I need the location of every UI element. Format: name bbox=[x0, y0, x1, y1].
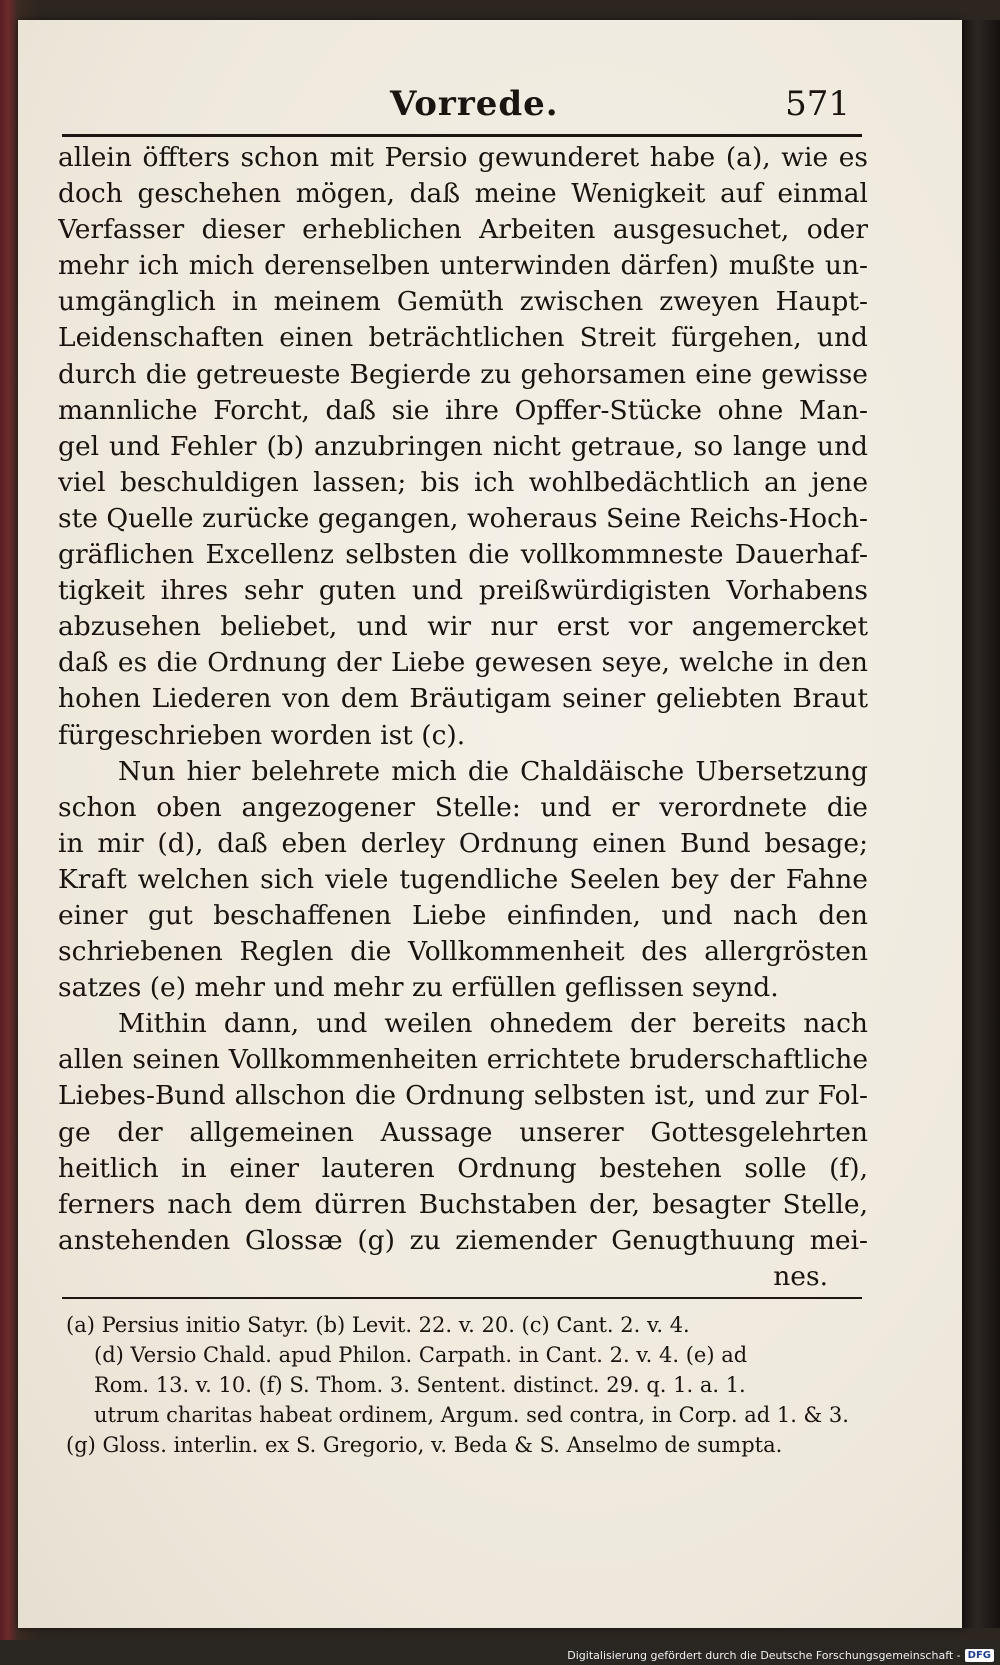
text-line: mehr ich mich derenselben unterwinden därfen) mußte un- bbox=[58, 250, 868, 282]
text-line: doch geschehen mögen, daß meine Wenigkeit auf einmal bbox=[58, 178, 868, 210]
running-title: Vorrede. bbox=[390, 84, 559, 124]
paragraph-first-line: Nun hier belehrete mich die Chaldäische Ubersetzung bbox=[118, 755, 868, 787]
header-rule bbox=[62, 134, 862, 137]
text-line: satzes (e) mehr und mehr zu erfüllen geflissen seynd. bbox=[58, 972, 779, 1004]
text-line: schon oben angezogener Stelle: und er verordnete die bbox=[58, 791, 868, 823]
text-line: ge der allgemeinen Aussage unserer Gottesgelehrten bbox=[58, 1116, 868, 1148]
text-line: einer gut beschaffenen Liebe einfinden, und nach den bbox=[58, 899, 868, 931]
paragraph-first-line: Mithin dann, und weilen ohnedem der bereits nach bbox=[118, 1008, 868, 1040]
footnote-rule bbox=[62, 1297, 862, 1299]
footnote-line: (a) Persius initio Satyr. (b) Levit. 22. v. 20. (c) Cant. 2. v. 4. bbox=[66, 1313, 690, 1337]
catchword: nes. bbox=[773, 1260, 828, 1292]
text-line: schriebenen Reglen die Vollkommenheit des allergrösten bbox=[58, 936, 868, 968]
footnote-line: (g) Gloss. interlin. ex S. Gregorio, v. Beda & S. Anselmo de sumpta. bbox=[66, 1433, 783, 1457]
text-line: allein öffters schon mit Persio gewunderet habe (a), wie es bbox=[58, 142, 868, 173]
credit-text: Digitalisierung gefördert durch die Deutsche Forschungsgemeinschaft - bbox=[567, 1648, 961, 1662]
text-line: allen seinen Vollkommenheiten errichtete bruderschaftliche bbox=[58, 1044, 868, 1076]
text-line: gel und Fehler (b) anzubringen nicht getraue, so lange und bbox=[58, 430, 868, 462]
text-line: in mir (d), daß eben derley Ordnung einen Bund besage; bbox=[58, 827, 868, 859]
footnote-line: (d) Versio Chald. apud Philon. Carpath. in Cant. 2. v. 4. (e) ad bbox=[94, 1343, 748, 1367]
book-spine-shadow bbox=[962, 20, 1000, 1628]
text-line: gräflichen Excellenz selbsten die vollkommneste Dauerhaf- bbox=[58, 539, 868, 571]
text-line: Liebes-Bund allschon die Ordnung selbsten ist, und zur Fol- bbox=[58, 1080, 868, 1112]
text-line: Leidenschaften einen beträchtlichen Streit fürgehen, und bbox=[58, 322, 868, 354]
text-line: anstehenden Glossæ (g) zu ziemender Genugthuung mei- bbox=[58, 1224, 868, 1256]
body-text bbox=[58, 140, 868, 1295]
text-line: tigkeit ihres sehr guten und preißwürdigisten Vorhabens bbox=[58, 575, 868, 607]
dfg-logo: DFG bbox=[965, 1649, 994, 1662]
text-line: hohen Liederen von dem Bräutigam seiner geliebten Braut bbox=[58, 683, 868, 715]
footnotes bbox=[66, 1310, 866, 1460]
page-header bbox=[60, 78, 860, 134]
text-line: viel beschuldigen lassen; bis ich wohlbedächtlich an jene bbox=[58, 466, 868, 498]
text-line: abzusehen beliebet, und wir nur erst vor angemercket bbox=[58, 611, 868, 643]
text-line: heitlich in einer lauteren Ordnung bestehen solle (f), bbox=[58, 1152, 868, 1184]
text-line: durch die getreueste Begierde zu gehorsamen eine gewisse bbox=[58, 358, 868, 390]
digitization-credit bbox=[567, 1646, 994, 1664]
footnote-line: Rom. 13. v. 10. (f) S. Thom. 3. Sentent. distinct. 29. q. 1. a. 1. bbox=[94, 1373, 746, 1397]
text-line: mannliche Forcht, daß sie ihre Opffer-Stücke ohne Man- bbox=[58, 394, 868, 426]
footnote-line: utrum charitas habeat ordinem, Argum. sed contra, in Corp. ad 1. & 3. bbox=[94, 1403, 849, 1427]
text-line: umgänglich in meinem Gemüth zwischen zweyen Haupt- bbox=[58, 286, 868, 318]
text-line: daß es die Ordnung der Liebe gewesen seye, welche in den bbox=[58, 647, 868, 679]
text-line: fürgeschrieben worden ist (c). bbox=[58, 719, 466, 751]
text-line: ferners nach dem dürren Buchstaben der, besagter Stelle, bbox=[58, 1188, 868, 1220]
page-number: 571 bbox=[785, 84, 850, 124]
text-line: Verfasser dieser erheblichen Arbeiten ausgesuchet, oder bbox=[58, 214, 868, 246]
text-line: ste Quelle zurücke gegangen, woheraus Seine Reichs-Hoch- bbox=[58, 502, 868, 534]
text-line: Kraft welchen sich viele tugendliche Seelen bey der Fahne bbox=[58, 863, 868, 895]
